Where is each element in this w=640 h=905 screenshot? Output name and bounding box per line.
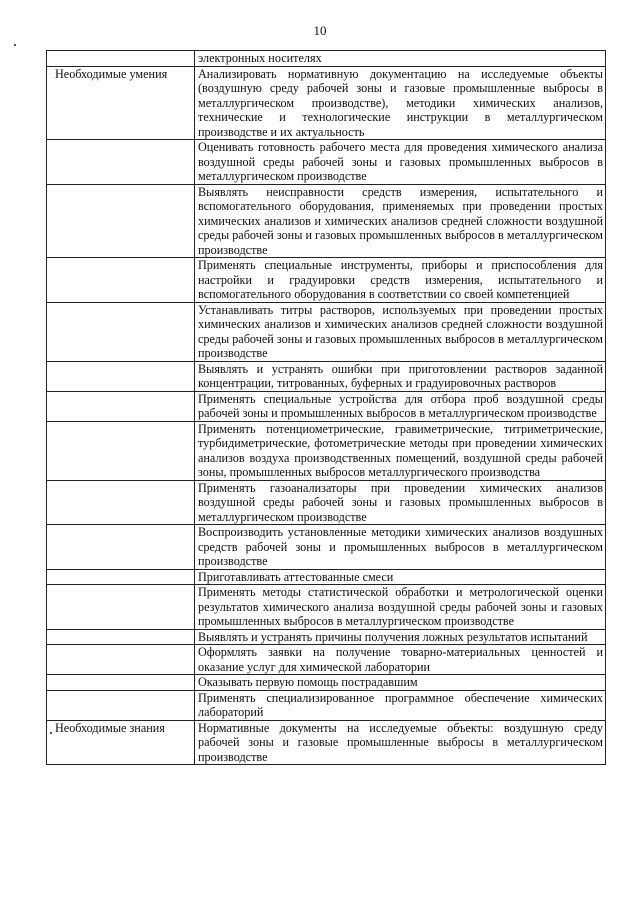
table-row [47,361,606,391]
row-label-empty [47,421,195,480]
skill-item: Приготавливать аттестованные смеси [195,569,606,585]
skill-item: Применять специальные инструменты, приборы и приспособления для настройки и градуировки средств измерения, испытательного и вспомогательного оборудования в соответствии со своей компетенцией [195,258,606,303]
skill-item: Применять потенциометрические, гравиметрические, титриметрические, турбидиметрические, фотометрические методы при проведении химических анализов воздуха производственных помещений, воздушной среды рабочей зоны, промышленных выбросов металлургического производства [195,421,606,480]
table-row [47,184,606,258]
table-row [47,585,606,630]
skill-item: Применять газоанализаторы при проведении химических анализов воздушной среды рабочей зоны и газовых промышленных выбросов в металлургическом производстве [195,480,606,525]
table-row [47,675,606,691]
skill-item: Оказывать первую помощь пострадавшим [195,675,606,691]
section-label-skills: Необходимые умения [47,66,195,140]
table-row [47,525,606,570]
skill-item: Выявлять и устранять ошибки при приготовлении растворов заданной концентрации, титрованных, буферных и градуировочных растворов [195,361,606,391]
table-row [47,421,606,480]
row-label-empty [47,258,195,303]
section-label-knowledge: Необходимые знания [47,720,195,765]
scan-speck [14,44,16,46]
skill-item: Воспроизводить установленные методики химических анализов воздушных средств рабочей зоны и промышленных выбросов в металлургическом производстве [195,525,606,570]
table-row [47,391,606,421]
table-row [47,51,606,67]
skill-item: Применять специализированное программное обеспечение химических лабораторий [195,690,606,720]
table-row [47,258,606,303]
table-row [47,569,606,585]
row-label-empty [47,690,195,720]
table-row [47,629,606,645]
knowledge-item: Нормативные документы на исследуемые объекты: воздушную среду рабочей зоны и газовые промышленные выбросы в металлургическом производстве [195,720,606,765]
table-row [47,690,606,720]
row-label-empty [47,140,195,185]
skill-item: Оценивать готовность рабочего места для проведения химического анализа воздушной среды рабочей зоны и газовых промышленных выбросов в металлургическом производстве [195,140,606,185]
table-row [47,645,606,675]
table-row [47,302,606,361]
row-label-empty [47,675,195,691]
skill-item: Применять специальные устройства для отбора проб воздушной среды рабочей зоны и промышленных выбросов в металлургическом производстве [195,391,606,421]
skill-item: Применять методы статистической обработки и метрологической оценки результатов химического анализа воздушной среды рабочей зоны и газовых промышленных выбросов в металлургическом производстве [195,585,606,630]
row-label-empty [47,629,195,645]
table-row [47,140,606,185]
row-label-empty [47,645,195,675]
skill-item: Анализировать нормативную документацию на исследуемые объекты (воздушную среду рабочей зоны и газовые промышленные выбросы в металлургическом производстве), методики химических анализов, технические и технологические инструкции в металлургическом производстве и их актуальность [195,66,606,140]
row-label-empty [47,480,195,525]
row-label-empty [47,569,195,585]
row-label-empty [47,525,195,570]
skill-item: Выявлять неисправности средств измерения, испытательного и вспомогательного оборудования, применяемых при проведении простых химических анализов и химических анализов средней сложности воздушной среды рабочей зоны и газовых промышленных выбросов в металлургическом производстве [195,184,606,258]
row-label-empty [47,302,195,361]
skill-item: Выявлять и устранять причины получения ложных результатов испытаний [195,629,606,645]
skill-item: Оформлять заявки на получение товарно-материальных ценностей и оказание услуг для химической лаборатории [195,645,606,675]
requirements-table [46,50,606,765]
row-label [47,51,195,67]
table-row [47,720,606,765]
page-number: 10 [313,23,327,38]
row-label-empty [47,585,195,630]
table-row [47,66,606,140]
requirement-text: электронных носителях [195,51,606,67]
row-label-empty [47,184,195,258]
row-label-empty [47,361,195,391]
row-label-empty [47,391,195,421]
table-row [47,480,606,525]
skill-item: Устанавливать титры растворов, используемых при проведении простых химических анализов и химических анализов средней сложности воздушной среды рабочей зоны и газовых промышленных выбросов в металлургическом производстве [195,302,606,361]
